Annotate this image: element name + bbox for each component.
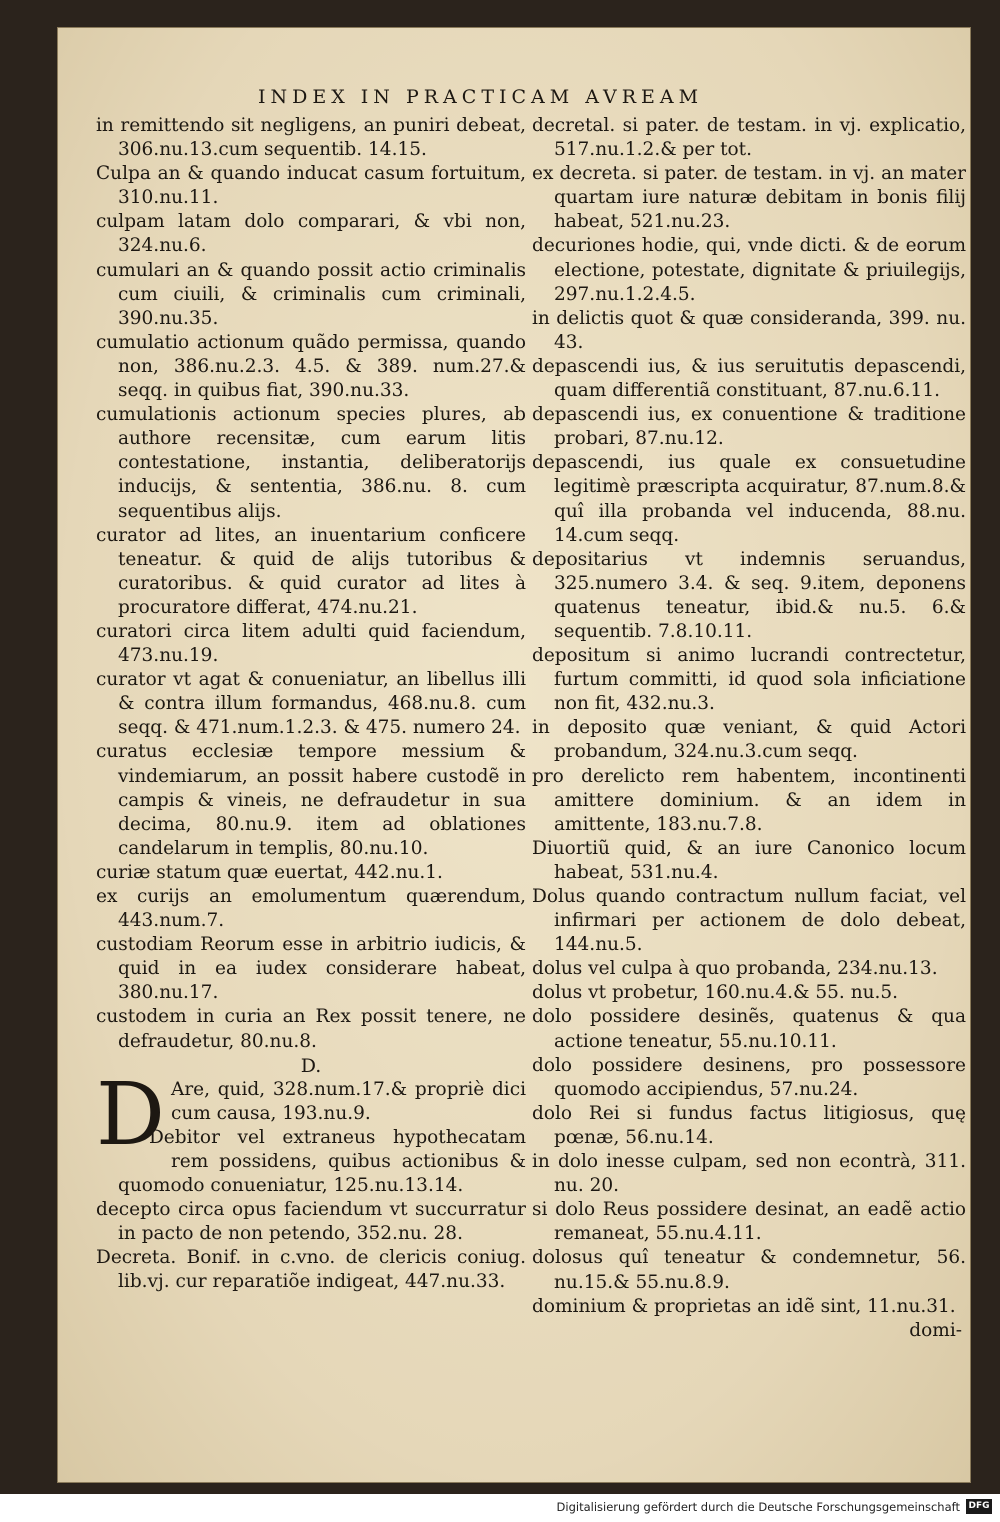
running-header: INDEX IN PRACTICAM AVREAM [258,86,704,108]
right-column [532,114,966,1343]
index-entry: dolus vel culpa à quo probanda, 234.nu.13. [532,958,938,980]
index-entry: curator ad lites, an inuentarium conficere teneatur. & quid de alijs tutoribus & curatoribus. & quid curator ad lites à procuratore differat, 474.nu.21. [96,524,526,618]
left-entry-list [96,114,526,1054]
index-entry: cumulari an & quando possit actio criminalis cum ciuili, & criminalis cum criminali, 390.nu.35. [96,259,526,329]
index-entry: ex decreta. si pater. de testam. in vj. an mater quartam iure naturæ debitam in bonis filij habeat, 521.nu.23. [532,163,966,233]
dropcap-letter: D [96,1064,165,1165]
index-entry: cumulatio actionum quãdo permissa, quando non, 386.nu.2.3. 4.5. & 389. num.27.& seqq. in quibus fiat, 390.nu.33. [96,331,526,402]
index-entry: Dolus quando contractum nullum faciat, vel infirmari per actionem de dolo debeat, 144.nu.5. [532,886,966,956]
index-entry: dolosus quî teneatur & condemnetur, 56. nu.15.& 55.nu.8.9. [532,1247,966,1293]
index-entry: dominium & proprietas an idẽ sint, 11.nu.31. [532,1295,956,1317]
right-entry-list [532,114,966,1319]
footer-credit: Digitalisierung gefördert durch die Deutsche Forschungsgemeinschaft [556,1500,960,1514]
section-letter: D. [300,1054,322,1077]
index-entry: in dolo inesse culpam, sed non econtrà, 311. nu. 20. [532,1151,966,1197]
dfg-logo: DFG [966,1499,992,1514]
index-entry: in deposito quæ veniant, & quid Actori probandum, 324.nu.3.cum seqq. [532,717,966,763]
index-entry: custodem in curia an Rex possit tenere, ne defraudetur, 80.nu.8. [96,1006,526,1052]
index-entry: dolus vt probetur, 160.nu.4.& 55. nu.5. [532,982,899,1004]
index-entry: ex curijs an emolumentum quærendum, 443.num.7. [96,886,526,932]
index-entry: custodiam Reorum esse in arbitrio iudicis, & quid in ea iudex considerare habeat, 380.nu.17. [96,934,526,1004]
index-entry: Debitor vel extraneus hypothecatam rem possidens, quibus actionibus & quomodo conueniatur, 125.nu.13.14. [118,1126,526,1197]
index-entry: depositum si animo lucrandi contrectetur, furtum committi, id quod sola inficiatione non fit, 432.nu.3. [532,645,966,715]
dropcap-entry [96,1064,526,1295]
index-entry: depascendi ius, ex conuentione & traditione probari, 87.nu.12. [532,404,966,450]
index-entry: depascendi, ius quale ex consuetudine legitimè præscripta acquiratur, 87.num.8.& quî illa probanda vel inducenda, 88.nu. 14.cum seqq. [532,452,966,546]
index-entry: dolo possidere desinens, pro possessore quomodo accipiendus, 57.nu.24. [532,1054,966,1100]
left-column [96,114,526,1295]
index-entry: Decreta. Bonif. in c.vno. de clericis coniug. lib.vj. cur reparatiõe indigeat, 447.nu.33. [96,1247,526,1293]
index-entry: dolo Rei si fundus factus litigiosus, quę pœnæ, 56.nu.14. [532,1102,966,1148]
index-entry: Culpa an & quando inducat casum fortuitum, 310.nu.11. [96,163,526,209]
index-entry: curatus ecclesiæ tempore messium & vindemiarum, an possit habere custodẽ in campis & vineis, ne defraudetur in sua decima, 80.nu.9. item ad oblationes candelarum in templis, 80.nu.10. [96,741,526,859]
index-entry: decepto circa opus faciendum vt succurratur in pacto de non petendo, 352.nu. 28. [96,1199,526,1245]
index-entry: curator vt agat & conueniatur, an libellus illi & contra illum formandus, 468.nu.8. cum seqq. & 471.num.1.2.3. & 475. numero 24. [96,669,526,739]
index-entry: si dolo Reus possidere desinat, an eadẽ actio remaneat, 55.nu.4.11. [532,1199,966,1245]
index-entry: in delictis quot & quæ consideranda, 399. nu. 43. [532,307,966,353]
index-entry: decuriones hodie, qui, vnde dicti. & de eorum electione, potestate, dignitate & priuilegijs, 297.nu.1.2.4.5. [532,235,966,305]
index-entry: culpam latam dolo comparari, & vbi non, 324.nu.6. [96,211,526,257]
index-entry: decretal. si pater. de testam. in vj. explicatio, 517.nu.1.2.& per tot. [532,115,966,161]
index-entry: pro derelicto rem habentem, incontinenti amittere dominium. & an idem in amittente, 183.nu.7.8. [532,765,966,835]
index-entry: Diuortiũ quid, & an iure Canonico locum habeat, 531.nu.4. [532,837,966,883]
index-entry: depascendi ius, & ius seruitutis depascendi, quam differentiã constituant, 87.nu.6.11. [532,355,966,402]
index-entry: cumulationis actionum species plures, ab authore recensitæ, cum earum litis contestatione, instantia, deliberatorijs inducijs, & sententia, 386.nu. 8. cum sequentibus alijs. [96,404,526,522]
index-entry: in remittendo sit negligens, an puniri debeat, 306.nu.13.cum sequentib. 14.15. [96,115,526,161]
index-entry: depositarius vt indemnis seruandus, 325.numero 3.4. & seq. 9.item, deponens quatenus teneatur, ibid.& nu.5. 6.& sequentib. 7.8.10.11. [532,548,966,642]
index-entry: dolo possidere desinẽs, quatenus & qua actione teneatur, 55.nu.10.11. [532,1006,966,1052]
dropcap-entry-text: Are, quid, 328.num.17.& propriè dici cum causa, 193.nu.9. [170,1078,526,1124]
index-entry: curiæ statum quæ euertat, 442.nu.1. [96,861,443,883]
index-entry: curatori circa litem adulti quid faciendum, 473.nu.19. [96,620,526,667]
catchword: domi- [909,1319,962,1341]
